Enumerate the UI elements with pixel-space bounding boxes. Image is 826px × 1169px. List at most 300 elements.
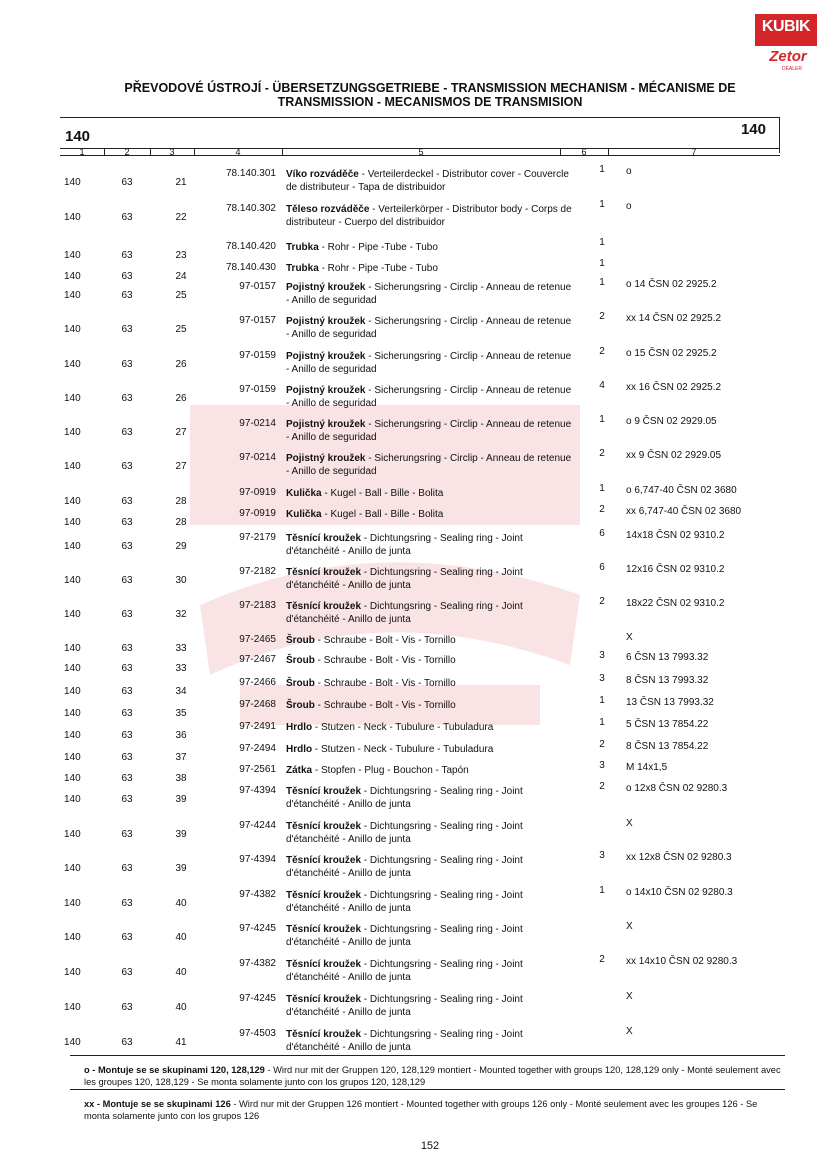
part-name: Těsnící kroužek	[286, 924, 362, 935]
cell-part-number: 97-4245	[239, 993, 276, 1004]
part-name: Šroub	[286, 655, 315, 666]
cell-subgroup: 63	[121, 752, 133, 763]
cell-description	[286, 854, 576, 880]
cell-quantity: 2	[599, 504, 605, 515]
cell-position: 29	[175, 541, 187, 552]
cell-group: 140	[64, 461, 81, 472]
cell-group: 140	[64, 177, 81, 188]
cell-position: 40	[175, 1002, 187, 1013]
cell-note: o 6,747-40 ČSN 02 3680	[626, 485, 737, 496]
cell-quantity: 3	[599, 650, 605, 661]
cell-subgroup: 63	[121, 250, 133, 261]
cell-note: 6 ČSN 13 7993.32	[626, 652, 709, 663]
cell-position: 39	[175, 863, 187, 874]
cell-note: X	[626, 818, 633, 829]
cell-note: 14x18 ČSN 02 9310.2	[626, 530, 725, 541]
cell-part-number: 97-2466	[239, 677, 276, 688]
cell-group: 140	[64, 773, 81, 784]
cell-part-number: 97-4503	[239, 1028, 276, 1039]
cell-description	[286, 634, 576, 647]
cell-subgroup: 63	[121, 932, 133, 943]
cell-note: X	[626, 1026, 633, 1037]
cell-position: 25	[175, 324, 187, 335]
part-name: Těsnící kroužek	[286, 601, 362, 612]
part-name: Těsnící kroužek	[286, 821, 362, 832]
cell-description	[286, 600, 576, 626]
part-translations: - Stutzen - Neck - Tubulure - Tubuladura	[312, 722, 494, 733]
cell-quantity: 1	[599, 237, 605, 248]
part-translations: - Verteilerdeckel - Distributor cover - Couvercle de distributeur - Tapa de distribuidor	[286, 169, 569, 193]
cell-note: xx 9 ČSN 02 2929.05	[626, 450, 722, 461]
cell-description	[286, 1028, 576, 1054]
cell-subgroup: 63	[121, 575, 133, 586]
cell-position: 26	[175, 359, 187, 370]
table-header	[60, 117, 780, 160]
cell-part-number: 97-2183	[239, 600, 276, 611]
table-row	[0, 198, 826, 232]
cell-description	[286, 958, 576, 984]
part-translations: - Stutzen - Neck - Tubulure - Tubuladura	[312, 744, 494, 755]
cell-subgroup: 63	[121, 271, 133, 282]
cell-group: 140	[64, 863, 81, 874]
cell-group: 140	[64, 575, 81, 586]
part-name: Víko rozváděče	[286, 169, 359, 180]
cell-position: 40	[175, 967, 187, 978]
part-translations: - Dichtungsring - Sealing ring - Joint d'étanchéité - Anillo de junta	[286, 855, 523, 879]
part-translations: - Sicherungsring - Circlip - Anneau de retenue - Anillo de seguridad	[286, 316, 572, 340]
cell-description	[286, 820, 576, 846]
cell-quantity: 1	[599, 885, 605, 896]
cell-description	[286, 764, 576, 777]
footnote-o	[84, 1064, 784, 1088]
part-name: Těsnící kroužek	[286, 890, 362, 901]
cell-subgroup: 63	[121, 898, 133, 909]
part-translations: - Sicherungsring - Circlip - Anneau de retenue - Anillo de seguridad	[286, 453, 572, 477]
title-line-2: TRANSMISSION - MECANISMOS DE TRANSMISION	[277, 95, 583, 109]
cell-group: 140	[64, 393, 81, 404]
cell-part-number: 97-4245	[239, 923, 276, 934]
cell-position: 33	[175, 643, 187, 654]
cell-part-number: 97-0919	[239, 508, 276, 519]
cell-quantity: 3	[599, 673, 605, 684]
cell-part-number: 97-2182	[239, 566, 276, 577]
cell-description	[286, 566, 576, 592]
table-row	[0, 1023, 826, 1057]
header-top-rule	[60, 117, 780, 118]
cell-part-number: 97-4244	[239, 820, 276, 831]
cell-subgroup: 63	[121, 496, 133, 507]
cell-subgroup: 63	[121, 686, 133, 697]
cell-description	[286, 532, 576, 558]
part-name: Těsnící kroužek	[286, 786, 362, 797]
part-translations: - Dichtungsring - Sealing ring - Joint d'étanchéité - Anillo de junta	[286, 533, 523, 557]
part-translations: - Dichtungsring - Sealing ring - Joint d'étanchéité - Anillo de junta	[286, 601, 523, 625]
cell-position: 36	[175, 730, 187, 741]
cell-part-number: 78.140.420	[225, 241, 276, 252]
cell-position: 27	[175, 427, 187, 438]
part-name: Těsnící kroužek	[286, 994, 362, 1005]
cell-group: 140	[64, 752, 81, 763]
cell-description	[286, 923, 576, 949]
cell-description	[286, 418, 576, 444]
cell-position: 23	[175, 250, 187, 261]
cell-group: 140	[64, 1037, 81, 1048]
cell-note: xx 6,747-40 ČSN 02 3680	[626, 506, 742, 517]
cell-quantity: 2	[599, 596, 605, 607]
column-header: 7	[691, 147, 697, 157]
part-name: Těsnící kroužek	[286, 567, 362, 578]
table-row	[0, 988, 826, 1022]
cell-subgroup: 63	[121, 829, 133, 840]
cell-note: o 14x10 ČSN 02 9280.3	[626, 887, 733, 898]
cell-description	[286, 699, 576, 712]
cell-part-number: 97-2491	[239, 721, 276, 732]
cell-group: 140	[64, 517, 81, 528]
cell-description	[286, 889, 576, 915]
cell-note: o 12x8 ČSN 02 9280.3	[626, 783, 728, 794]
table-row	[0, 310, 826, 344]
cell-subgroup: 63	[121, 708, 133, 719]
cell-note: xx 16 ČSN 02 2925.2	[626, 382, 722, 393]
cell-position: 35	[175, 708, 187, 719]
cell-description	[286, 315, 576, 341]
table-row	[0, 815, 826, 849]
column-header: 5	[418, 147, 424, 157]
part-translations: - Sicherungsring - Circlip - Anneau de retenue - Anillo de seguridad	[286, 385, 572, 409]
cell-position: 34	[175, 686, 187, 697]
cell-quantity: 2	[599, 954, 605, 965]
cell-quantity: 2	[599, 781, 605, 792]
cell-group: 140	[64, 730, 81, 741]
cell-part-number: 97-0159	[239, 384, 276, 395]
cell-group: 140	[64, 794, 81, 805]
cell-part-number: 97-2494	[239, 743, 276, 754]
cell-note: 8 ČSN 13 7854.22	[626, 741, 709, 752]
cell-note: xx 14 ČSN 02 2925.2	[626, 313, 722, 324]
cell-part-number: 97-2179	[239, 532, 276, 543]
part-name: Trubka	[286, 263, 319, 274]
cell-group: 140	[64, 609, 81, 620]
cell-description	[286, 281, 576, 307]
cell-position: 40	[175, 932, 187, 943]
part-name: Pojistný kroužek	[286, 351, 366, 362]
cell-group: 140	[64, 250, 81, 261]
cell-quantity: 1	[599, 717, 605, 728]
cell-part-number: 97-0157	[239, 315, 276, 326]
part-name: Pojistný kroužek	[286, 316, 366, 327]
table-row	[0, 276, 826, 310]
part-translations: - Dichtungsring - Sealing ring - Joint d'étanchéité - Anillo de junta	[286, 1029, 523, 1053]
cell-part-number: 78.140.302	[225, 203, 276, 214]
cell-part-number: 97-4382	[239, 958, 276, 969]
cell-quantity: 2	[599, 448, 605, 459]
cell-part-number: 97-4394	[239, 785, 276, 796]
cell-subgroup: 63	[121, 863, 133, 874]
cell-description	[286, 241, 576, 254]
part-translations: - Dichtungsring - Sealing ring - Joint d'étanchéité - Anillo de junta	[286, 924, 523, 948]
table-row	[0, 447, 826, 481]
cell-part-number: 97-2468	[239, 699, 276, 710]
footnote-xx	[84, 1098, 784, 1122]
footnote-xx-bold: xx - Montuje se se skupinami 126	[84, 1099, 231, 1109]
cell-position: 22	[175, 212, 187, 223]
cell-subgroup: 63	[121, 730, 133, 741]
cell-note: 12x16 ČSN 02 9310.2	[626, 564, 725, 575]
table-row	[0, 163, 826, 197]
cell-group: 140	[64, 496, 81, 507]
cell-group: 140	[64, 686, 81, 697]
table-row	[0, 595, 826, 629]
cell-part-number: 97-2467	[239, 654, 276, 665]
part-name: Kulička	[286, 509, 322, 520]
cell-subgroup: 63	[121, 393, 133, 404]
part-name: Kulička	[286, 488, 322, 499]
part-translations: - Dichtungsring - Sealing ring - Joint d'étanchéité - Anillo de junta	[286, 890, 523, 914]
cell-description	[286, 168, 576, 194]
group-number-right: 140	[740, 121, 766, 138]
cell-note: xx 14x10 ČSN 02 9280.3	[626, 956, 738, 967]
cell-position: 40	[175, 898, 187, 909]
cell-description	[286, 262, 576, 275]
cell-group: 140	[64, 643, 81, 654]
column-header: 3	[169, 147, 175, 157]
table-row	[0, 379, 826, 413]
cell-part-number: 97-2561	[239, 764, 276, 775]
footnote-xx-text: - Wird nur mit der Gruppen 126 montiert - Mounted together with groups 126 only - Monté seulement avec les groupes 126 - Se monta solamente junto con los grupos 126	[84, 1099, 758, 1121]
cell-note: X	[626, 991, 633, 1002]
footnote-rule-top	[70, 1055, 785, 1056]
part-name: Zátka	[286, 765, 313, 776]
part-translations: - Stopfen - Plug - Bouchon - Tapón	[312, 765, 469, 776]
cell-subgroup: 63	[121, 663, 133, 674]
title-line-1: PŘEVODOVÉ ÚSTROJÍ - ÜBERSETZUNGSGETRIEBE - TRANSMISSION MECHANISM - MÉCANISME DE	[124, 81, 736, 95]
cell-position: 21	[175, 177, 187, 188]
cell-quantity: 1	[599, 695, 605, 706]
part-name: Hrdlo	[286, 722, 313, 733]
cell-subgroup: 63	[121, 427, 133, 438]
part-translations: - Dichtungsring - Sealing ring - Joint d'étanchéité - Anillo de junta	[286, 786, 523, 810]
cell-group: 140	[64, 967, 81, 978]
part-name: Šroub	[286, 700, 315, 711]
part-translations: - Verteilerkörper - Distributor body - Corps de distributeur - Cuerpo del distribuidor	[286, 204, 572, 228]
group-number-left: 140	[65, 128, 91, 145]
cell-subgroup: 63	[121, 773, 133, 784]
cell-note: 5 ČSN 13 7854.22	[626, 719, 709, 730]
cell-group: 140	[64, 271, 81, 282]
part-translations: - Kugel - Ball - Bille - Bolita	[321, 488, 444, 499]
cell-description	[286, 452, 576, 478]
table-row	[0, 918, 826, 952]
cell-group: 140	[64, 663, 81, 674]
cell-note: 8 ČSN 13 7993.32	[626, 675, 709, 686]
cell-subgroup: 63	[121, 541, 133, 552]
cell-subgroup: 63	[121, 1002, 133, 1013]
cell-note: o	[626, 166, 632, 177]
cell-description	[286, 487, 576, 500]
cell-group: 140	[64, 427, 81, 438]
part-name: Těsnící kroužek	[286, 533, 362, 544]
cell-subgroup: 63	[121, 461, 133, 472]
cell-group: 140	[64, 290, 81, 301]
cell-description	[286, 743, 576, 756]
part-name: Těsnící kroužek	[286, 855, 362, 866]
cell-quantity: 3	[599, 760, 605, 771]
table-row	[0, 849, 826, 883]
table-row	[0, 345, 826, 379]
cell-quantity: 6	[599, 528, 605, 539]
cell-position: 28	[175, 496, 187, 507]
cell-position: 37	[175, 752, 187, 763]
table-row	[0, 527, 826, 561]
cell-group: 140	[64, 708, 81, 719]
cell-position: 24	[175, 271, 187, 282]
cell-subgroup: 63	[121, 324, 133, 335]
cell-note: 13 ČSN 13 7993.32	[626, 697, 714, 708]
cell-subgroup: 63	[121, 359, 133, 370]
cell-part-number: 97-0157	[239, 281, 276, 292]
cell-description	[286, 677, 576, 690]
cell-subgroup: 63	[121, 1037, 133, 1048]
part-name: Těsnící kroužek	[286, 959, 362, 970]
part-name: Pojistný kroužek	[286, 282, 366, 293]
part-name: Pojistný kroužek	[286, 419, 366, 430]
cell-quantity: 2	[599, 739, 605, 750]
part-translations: - Rohr - Pipe -Tube - Tubo	[318, 263, 438, 274]
logo-tiny: DEALER	[781, 66, 802, 72]
cell-note: o	[626, 201, 632, 212]
part-name: Hrdlo	[286, 744, 313, 755]
cell-group: 140	[64, 359, 81, 370]
table-row	[0, 884, 826, 918]
part-translations: - Sicherungsring - Circlip - Anneau de retenue - Anillo de seguridad	[286, 419, 572, 443]
cell-note: o 14 ČSN 02 2925.2	[626, 279, 717, 290]
part-name: Těleso rozváděče	[286, 204, 370, 215]
cell-note: X	[626, 921, 633, 932]
cell-position: 30	[175, 575, 187, 586]
column-header: 1	[79, 147, 85, 157]
cell-note: M 14x1,5	[626, 762, 668, 773]
cell-description	[286, 993, 576, 1019]
part-translations: - Dichtungsring - Sealing ring - Joint d'étanchéité - Anillo de junta	[286, 959, 523, 983]
cell-note: xx 12x8 ČSN 02 9280.3	[626, 852, 732, 863]
footnote-o-bold: o - Montuje se se skupinami 120, 128,129	[84, 1065, 265, 1075]
part-name: Šroub	[286, 678, 315, 689]
cell-quantity: 1	[599, 483, 605, 494]
cell-position: 33	[175, 663, 187, 674]
cell-group: 140	[64, 324, 81, 335]
logo-brand: KUBIK	[761, 18, 811, 35]
cell-note: X	[626, 632, 633, 643]
cell-group: 140	[64, 898, 81, 909]
table-row	[0, 413, 826, 447]
cell-description	[286, 203, 576, 229]
part-translations: - Schraube - Bolt - Vis - Tornillo	[314, 678, 456, 689]
part-translations: - Schraube - Bolt - Vis - Tornillo	[314, 655, 456, 666]
cell-subgroup: 63	[121, 609, 133, 620]
cell-position: 38	[175, 773, 187, 784]
part-translations: - Sicherungsring - Circlip - Anneau de retenue - Anillo de seguridad	[286, 351, 572, 375]
cell-part-number: 78.140.301	[225, 168, 276, 179]
part-name: Pojistný kroužek	[286, 385, 366, 396]
cell-quantity: 2	[599, 346, 605, 357]
part-translations: - Schraube - Bolt - Vis - Tornillo	[314, 700, 456, 711]
cell-quantity: 6	[599, 562, 605, 573]
cell-quantity: 1	[599, 258, 605, 269]
cell-description	[286, 350, 576, 376]
cell-description	[286, 654, 576, 667]
cell-quantity: 1	[599, 414, 605, 425]
kubik-zetor-logo	[755, 14, 817, 70]
cell-subgroup: 63	[121, 212, 133, 223]
part-translations: - Kugel - Ball - Bille - Bolita	[321, 509, 444, 520]
cell-description	[286, 721, 576, 734]
cell-description	[286, 508, 576, 521]
footnote-o-text: - Wird nur mit der Gruppen 120, 128,129 montiert - Mounted together with groups 120, 128,129 only - Monté seulement avec les groupes 120, 128,129 - Se monta solamente junto con los grupos 120, 128,129	[84, 1065, 781, 1087]
cell-position: 26	[175, 393, 187, 404]
cell-note: o 15 ČSN 02 2925.2	[626, 348, 717, 359]
page-number: 152	[420, 1140, 440, 1152]
cell-part-number: 97-4394	[239, 854, 276, 865]
cell-position: 39	[175, 829, 187, 840]
cell-position: 27	[175, 461, 187, 472]
column-header: 2	[124, 147, 130, 157]
logo-sub: Zetor	[769, 48, 807, 65]
table-row	[0, 953, 826, 987]
cell-position: 32	[175, 609, 187, 620]
part-translations: - Sicherungsring - Circlip - Anneau de retenue - Anillo de seguridad	[286, 282, 572, 306]
cell-part-number: 97-0214	[239, 452, 276, 463]
cell-quantity: 2	[599, 311, 605, 322]
part-name: Těsnící kroužek	[286, 1029, 362, 1040]
footnote-rule-bottom	[70, 1089, 785, 1090]
part-translations: - Dichtungsring - Sealing ring - Joint d'étanchéité - Anillo de junta	[286, 821, 523, 845]
cell-group: 140	[64, 1002, 81, 1013]
cell-description	[286, 384, 576, 410]
cell-group: 140	[64, 932, 81, 943]
table-row	[0, 561, 826, 595]
cell-part-number: 97-2465	[239, 634, 276, 645]
part-name: Trubka	[286, 242, 319, 253]
cell-quantity: 4	[599, 380, 605, 391]
cell-description	[286, 785, 576, 811]
cell-subgroup: 63	[121, 967, 133, 978]
cell-quantity: 1	[599, 277, 605, 288]
cell-group: 140	[64, 829, 81, 840]
cell-note: 18x22 ČSN 02 9310.2	[626, 598, 725, 609]
cell-note: o 9 ČSN 02 2929.05	[626, 416, 717, 427]
cell-quantity: 1	[599, 164, 605, 175]
cell-part-number: 97-4382	[239, 889, 276, 900]
cell-subgroup: 63	[121, 643, 133, 654]
cell-part-number: 97-0214	[239, 418, 276, 429]
cell-position: 25	[175, 290, 187, 301]
cell-subgroup: 63	[121, 794, 133, 805]
cell-position: 39	[175, 794, 187, 805]
cell-subgroup: 63	[121, 177, 133, 188]
cell-subgroup: 63	[121, 290, 133, 301]
column-header: 4	[235, 147, 241, 157]
column-header: 6	[581, 147, 587, 157]
cell-group: 140	[64, 541, 81, 552]
part-name: Šroub	[286, 635, 315, 646]
cell-position: 41	[175, 1037, 187, 1048]
cell-subgroup: 63	[121, 517, 133, 528]
cell-group: 140	[64, 212, 81, 223]
part-translations: - Rohr - Pipe -Tube - Tubo	[318, 242, 438, 253]
part-translations: - Dichtungsring - Sealing ring - Joint d'étanchéité - Anillo de junta	[286, 994, 523, 1018]
cell-part-number: 78.140.430	[225, 262, 276, 273]
part-translations: - Dichtungsring - Sealing ring - Joint d'étanchéité - Anillo de junta	[286, 567, 523, 591]
